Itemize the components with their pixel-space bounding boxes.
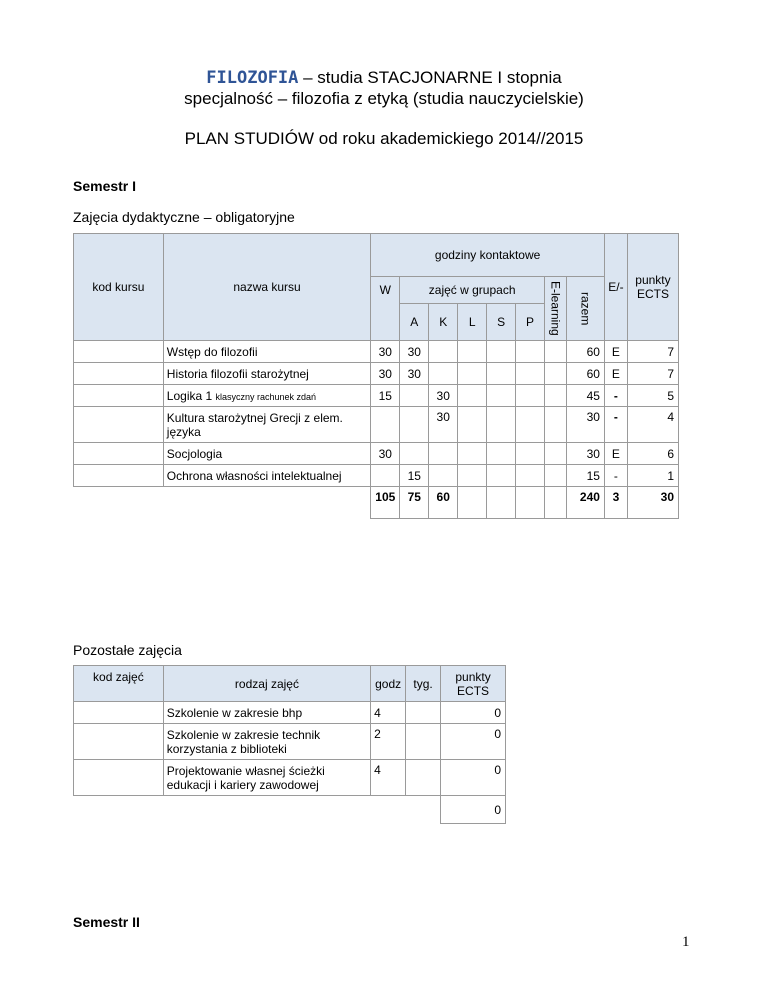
cell-rodzaj: Szkolenie w zakresie bhp [163,702,370,724]
col-godz: godz [371,666,406,702]
cell-nazwa [163,385,371,407]
course-name: Logika 1 [166,388,213,403]
course-note: klasyczny rachunek zdań [215,391,317,402]
col-a: A [400,304,429,341]
col-tyg: tyg. [406,666,441,702]
other-activities-table [73,665,506,824]
cell-e: E [604,341,627,363]
cell-k: 30 [429,407,458,443]
total-el [545,487,567,519]
cell-e: - [604,407,627,443]
other-section-heading: Pozostałe zajęcia [73,642,182,658]
cell-razem: 30 [566,407,604,443]
cell-e: - [604,465,627,487]
cell-razem: 30 [566,443,604,465]
obligatory-courses-table [73,233,679,519]
page-number: 1 [682,934,690,950]
cell-l [458,465,487,487]
total-s [487,487,516,519]
table-row [74,341,679,363]
cell-godz: 4 [371,702,406,724]
plan-title: PLAN STUDIÓW od roku akademickiego 2014//2015 [184,129,584,148]
empty-cell [406,796,441,824]
cell-s [487,341,516,363]
table-row [74,407,679,443]
empty-cell [163,487,371,519]
cell-el [545,443,567,465]
col-razem: razem [566,277,604,341]
cell-nazwa: Wstęp do filozofii [163,341,371,363]
semester-2-heading: Semestr II [73,914,140,930]
col-k: K [429,304,458,341]
empty-cell [371,796,406,824]
total-razem: 240 [566,487,604,519]
cell-e: - [604,385,627,407]
total-l [458,487,487,519]
cell-razem: 15 [566,465,604,487]
cell-k [429,465,458,487]
cell-godz: 4 [371,760,406,796]
col-e: E/- [604,234,627,341]
cell-nazwa: Socjologia [163,443,371,465]
cell-ects: 7 [627,341,678,363]
specialization-title: specjalność – filozofia z etyką (studia nauczycielskie) [184,89,584,108]
obligatory-section-heading: Zajęcia dydaktyczne – obligatoryjne [73,209,295,225]
cell-razem: 45 [566,385,604,407]
cell-l [458,341,487,363]
cell-nazwa: Kultura starożytnej Grecji z elem. języka [163,407,371,443]
cell-s [487,363,516,385]
total-ects: 30 [627,487,678,519]
table-row [74,443,679,465]
total-ects: 0 [441,796,506,824]
cell-l [458,443,487,465]
col-p: P [516,304,545,341]
cell-ects: 0 [441,702,506,724]
cell-kod [74,760,164,796]
table-row [74,465,679,487]
col-ects: punkty ECTS [441,666,506,702]
col-s: S [487,304,516,341]
cell-p [516,363,545,385]
cell-k [429,341,458,363]
cell-k [429,363,458,385]
semester-1-heading: Semestr I [73,178,137,194]
header-row-1 [74,234,679,277]
col-elearning: E-learning [545,277,567,341]
cell-rodzaj: Szkolenie w zakresie technik korzystania z biblioteki [163,724,370,760]
cell-a: 30 [400,341,429,363]
cell-p [516,465,545,487]
cell-tyg [406,702,441,724]
col-kod-kursu: kod kursu [74,234,164,341]
cell-nazwa: Historia filozofii starożytnej [163,363,371,385]
cell-rodzaj: Projektowanie własnej ścieżki edukacji i kariery zawodowej [163,760,370,796]
empty-cell [163,796,370,824]
cell-el [545,465,567,487]
cell-ects: 0 [441,724,506,760]
col-ects: punkty ECTS [627,234,678,341]
cell-ects: 0 [441,760,506,796]
table-row [74,760,506,796]
cell-ects: 1 [627,465,678,487]
totals-row [74,487,679,519]
col-zajec-w-grupach: zajęć w grupach [400,277,545,304]
cell-s [487,385,516,407]
cell-kod [74,443,164,465]
cell-p [516,407,545,443]
cell-godz: 2 [371,724,406,760]
cell-ects: 7 [627,363,678,385]
total-a: 75 [400,487,429,519]
table-row [74,363,679,385]
cell-ects: 6 [627,443,678,465]
col-rodzaj-zajec: rodzaj zajęć [163,666,370,702]
total-k: 60 [429,487,458,519]
cell-kod [74,465,164,487]
total-w: 105 [371,487,400,519]
cell-w: 30 [371,443,400,465]
empty-cell [74,487,164,519]
col-nazwa-kursu: nazwa kursu [163,234,371,341]
cell-a [400,443,429,465]
cell-tyg [406,724,441,760]
cell-e: E [604,443,627,465]
total-p [516,487,545,519]
cell-el [545,341,567,363]
cell-l [458,363,487,385]
col-kod-zajec: kod zajęć [74,666,164,702]
cell-a: 15 [400,465,429,487]
document-title [0,68,768,88]
cell-k: 30 [429,385,458,407]
cell-tyg [406,760,441,796]
empty-cell [74,796,164,824]
cell-w: 30 [371,363,400,385]
cell-w [371,465,400,487]
col-w: W [371,277,400,341]
title-rest: – studia STACJONARNE I stopnia [298,68,562,87]
cell-p [516,443,545,465]
cell-a [400,407,429,443]
cell-kod [74,341,164,363]
cell-kod [74,385,164,407]
cell-razem: 60 [566,341,604,363]
cell-ects: 5 [627,385,678,407]
cell-w: 30 [371,341,400,363]
cell-ects: 4 [627,407,678,443]
cell-l [458,407,487,443]
total-e: 3 [604,487,627,519]
cell-kod [74,363,164,385]
cell-el [545,407,567,443]
cell-s [487,465,516,487]
cell-w: 15 [371,385,400,407]
col-godziny-kontaktowe: godziny kontaktowe [371,234,605,277]
cell-nazwa: Ochrona własności intelektualnej [163,465,371,487]
col-l: L [458,304,487,341]
totals-row [74,796,506,824]
cell-s [487,407,516,443]
cell-p [516,385,545,407]
cell-razem: 60 [566,363,604,385]
cell-a: 30 [400,363,429,385]
cell-kod [74,702,164,724]
cell-kod [74,724,164,760]
cell-k [429,443,458,465]
faculty-name: FILOZOFIA [206,68,299,88]
cell-kod [74,407,164,443]
cell-el [545,363,567,385]
cell-e: E [604,363,627,385]
table-row [74,385,679,407]
cell-el [545,385,567,407]
header-row [74,666,506,702]
table-row [74,724,506,760]
cell-p [516,341,545,363]
cell-w [371,407,400,443]
cell-l [458,385,487,407]
cell-s [487,443,516,465]
table-row [74,702,506,724]
cell-a [400,385,429,407]
